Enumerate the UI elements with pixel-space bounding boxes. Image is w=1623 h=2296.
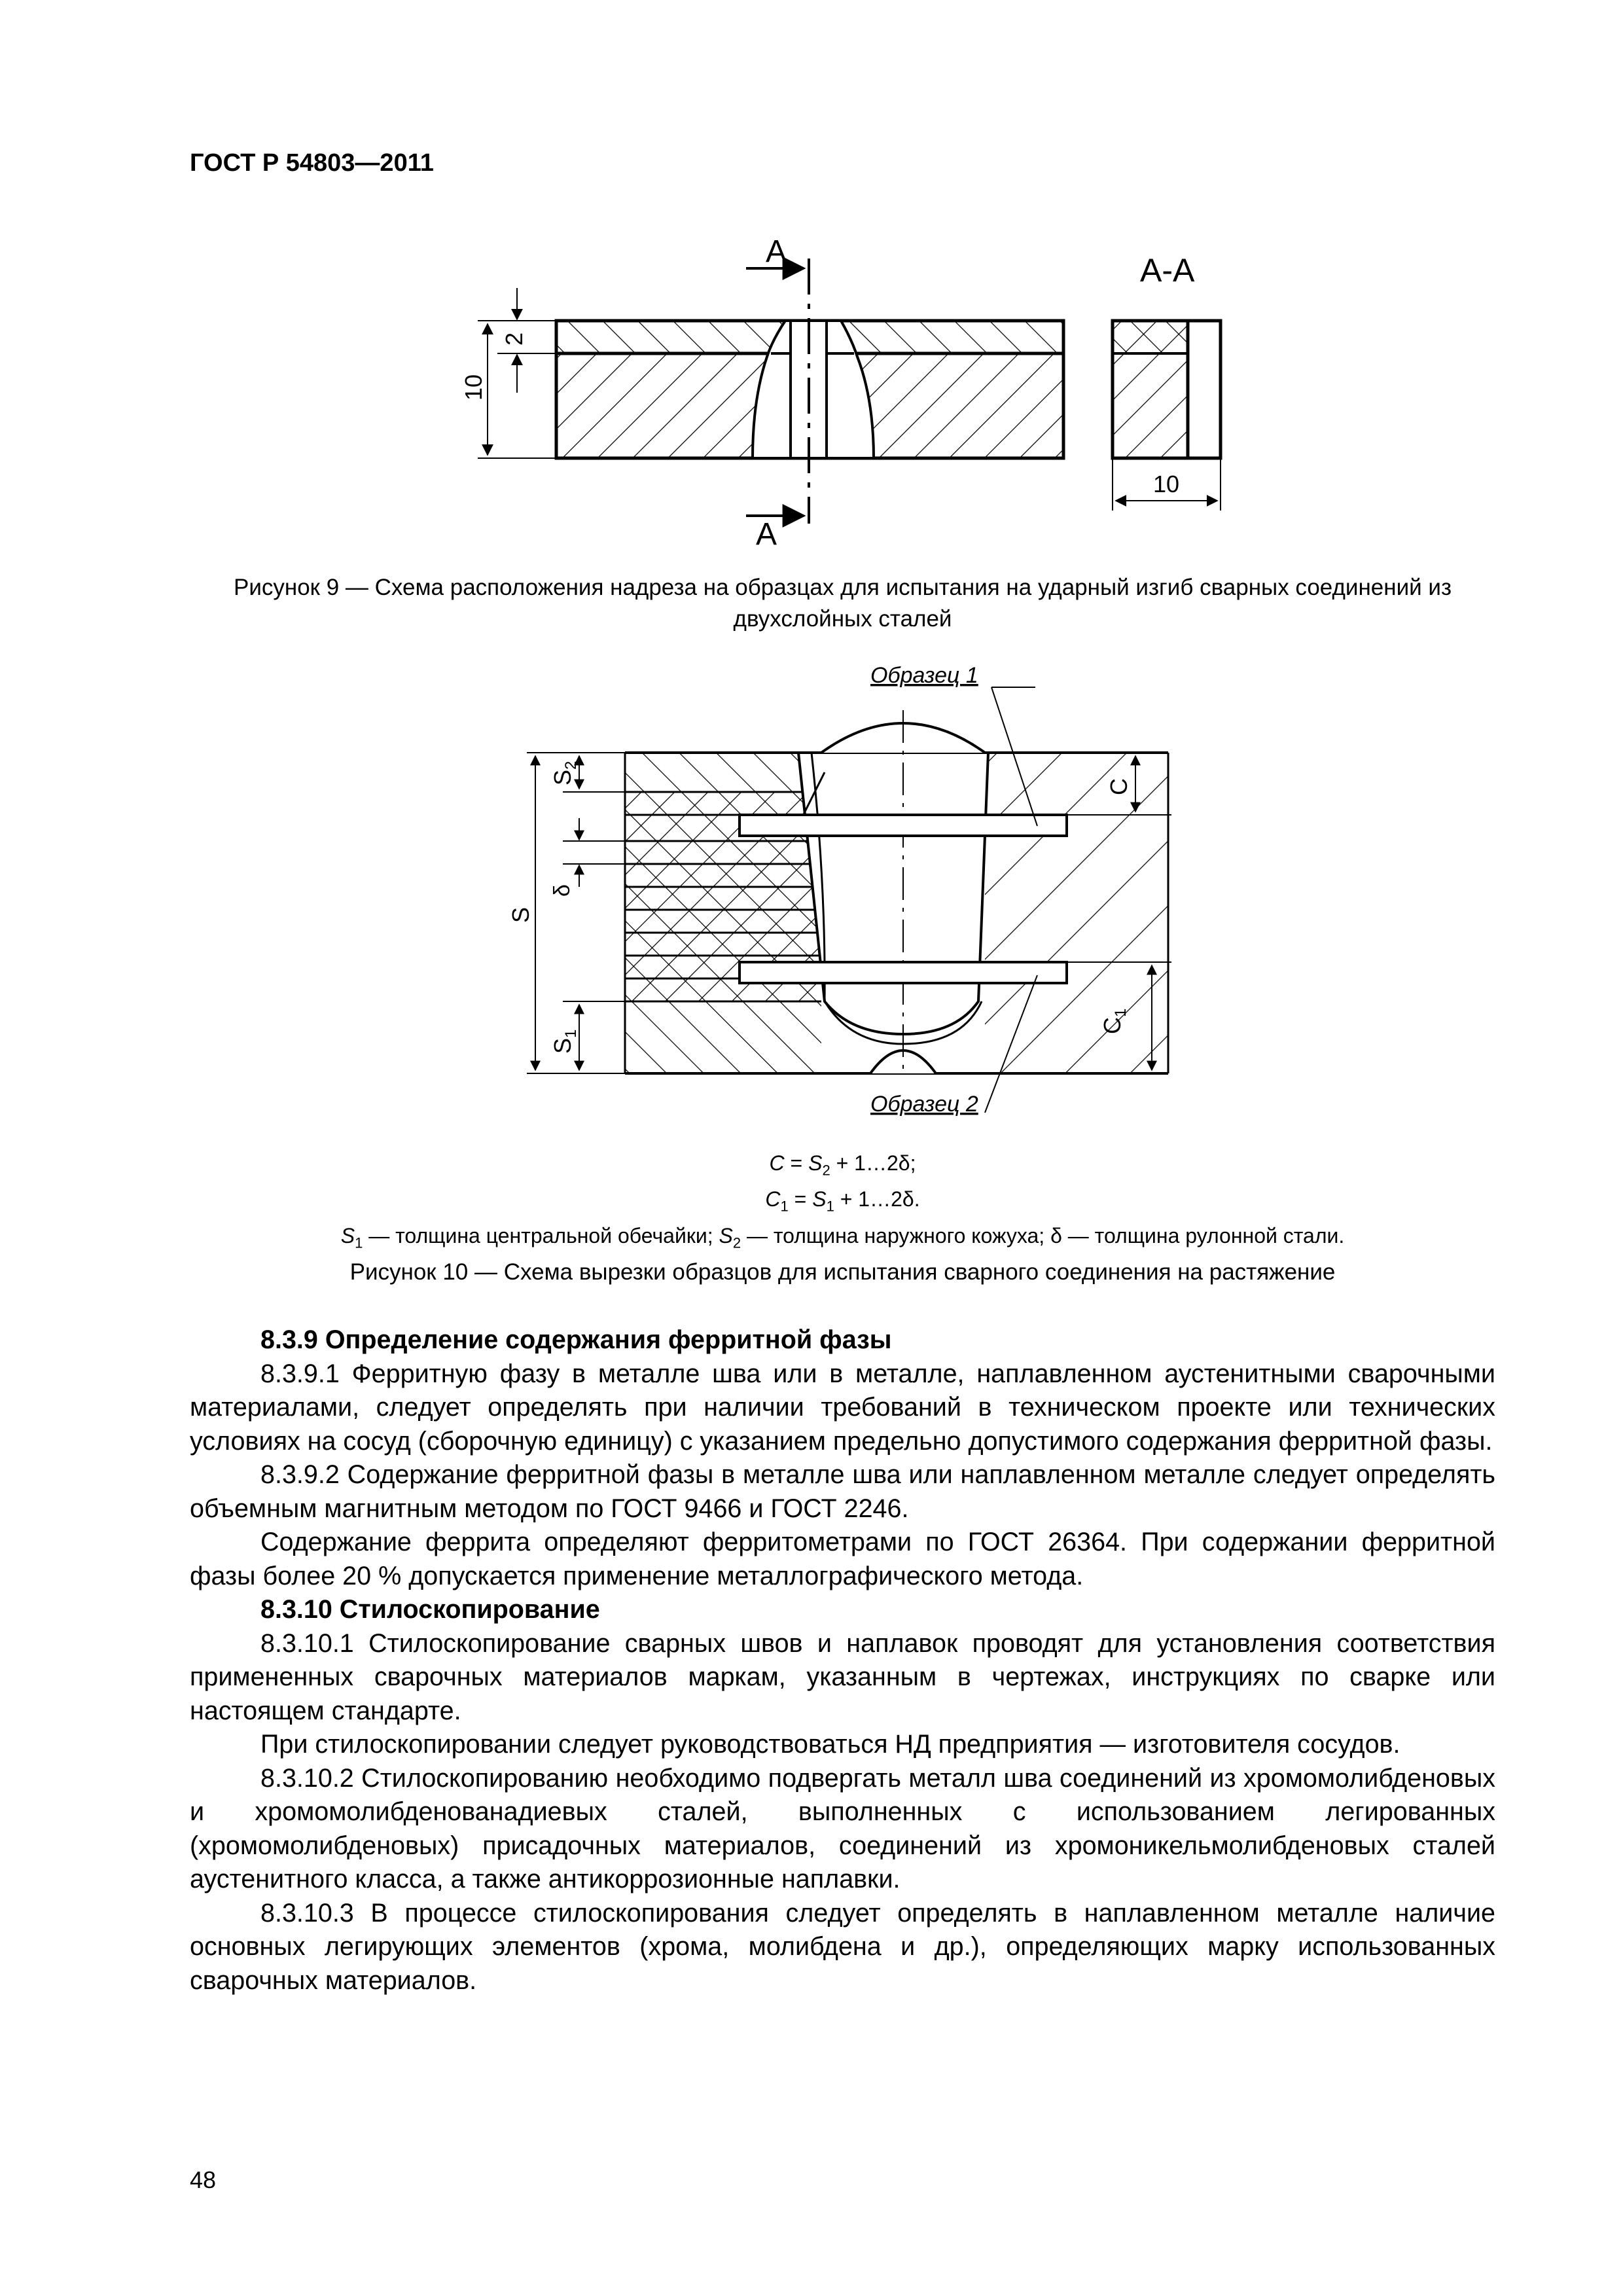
dim-C: C: [1105, 778, 1132, 795]
figure-9-caption: Рисунок 9 — Схема расположения надреза на образцах для испытания на ударный изгиб сварных соединений из двухслойных сталей: [233, 575, 1452, 632]
formula-1: $C = S_2$ + 1…2δ;: [769, 1151, 916, 1179]
dim-S1: $S_1$: [549, 1029, 580, 1054]
paragraph: 8.3.10.1 Стилоскопирование сварных швов и наплавок проводят для установления соответствия примененных сварочных материалов маркам, указанным в чертежах, инструкциях по сварке или настоящем стандарте.: [190, 1628, 1495, 1725]
dim-C1: $C_1$: [1099, 1008, 1130, 1034]
paragraph: 8.3.10.2 Стилоскопированию необходимо подвергать металл шва соединений из хромомолибденовых и хромомолибденованадиевых сталей, выполненных с использованием легированных (хромомолибденовых) присадочных материалов, соединений из хромоникельмолибденовых сталей аустенитного класса, а также антикоррозионные наплавки.: [190, 1763, 1495, 1893]
document-header: ГОСТ Р 54803—2011: [190, 149, 434, 177]
cut-label-top: А: [766, 234, 787, 269]
page-number: 48: [190, 2166, 217, 2193]
sample-1-label: Образец 1: [870, 663, 978, 688]
formula-legend: $S_1$ — толщина центральной обечайки; $S_2$ — толщина наружного кожуха; δ — толщина рулонной стали.: [340, 1223, 1345, 1251]
dim-10-width: 10: [1153, 471, 1180, 497]
paragraph: Содержание феррита определяют ферритометрами по ГОСТ 26364. При содержании ферритной фазы более 20 % допускается применение металлографического метода.: [190, 1528, 1495, 1590]
section-label: А-А: [1140, 252, 1195, 289]
paragraph: 8.3.9.1 Ферритную фазу в металле шва или в металле, наплавленном аустенитными сварочными материалами, следует определять при наличии требований в техническом проекте или технических условиях на сосуд (сборочную единицу) с указанием предельно допустимого содержания ферритной фазы.: [190, 1359, 1495, 1456]
heading-8-3-10: 8.3.10 Стилоскопирование: [260, 1595, 600, 1624]
formula-2: $C_1 = S_1$ + 1…2δ.: [765, 1187, 920, 1215]
dim-S: S: [507, 906, 534, 923]
figure-10-formulas: [190, 1149, 1495, 1257]
figure-10-caption: Рисунок 10 — Схема вырезки образцов для испытания сварного соединения на растяжение: [349, 1259, 1336, 1285]
dim-2: 2: [501, 332, 527, 346]
dim-10-height: 10: [460, 374, 487, 401]
paragraph: 8.3.9.2 Содержание ферритной фазы в металле шва или наплавленном металле следует определять объемным магнитным методом по ГОСТ 9466 и ГОСТ 2246.: [190, 1460, 1495, 1523]
body-text: [190, 1323, 1495, 1998]
dim-delta: δ: [550, 884, 575, 897]
cut-label-bottom: А: [756, 517, 777, 552]
dim-S2: $S_2$: [549, 761, 580, 785]
paragraph: 8.3.10.3 В процессе стилоскопирования следует определять в наплавленном металле наличие основных легирующих элементов (хрома, молибдена и др.), определяющих марку использованных сварочных материалов.: [190, 1898, 1495, 1995]
paragraph: При стилоскопировании следует руководствоваться НД предприятия — изготовителя сосудов.: [260, 1730, 1400, 1759]
heading-8-3-9: 8.3.9 Определение содержания ферритной фазы: [260, 1325, 892, 1354]
sample-2-label: Образец 2: [870, 1092, 978, 1117]
